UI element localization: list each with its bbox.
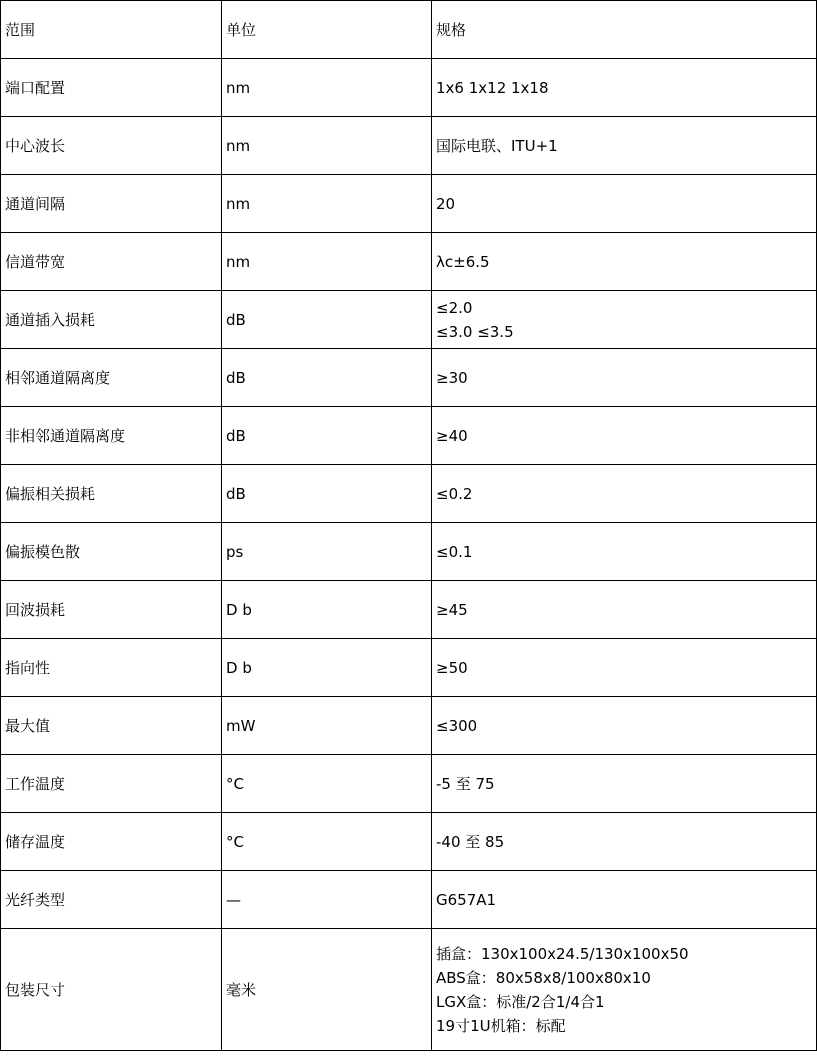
param-cell: 通道插入损耗 xyxy=(1,291,222,349)
param-cell: 中心波长 xyxy=(1,117,222,175)
header-spec: 规格 xyxy=(432,1,817,59)
spec-cell: ≥50 xyxy=(432,639,817,697)
table-row xyxy=(1,407,817,465)
param-cell: 相邻通道隔离度 xyxy=(1,349,222,407)
table-row xyxy=(1,871,817,929)
unit-cell: nm xyxy=(222,117,432,175)
spec-cell: 20 xyxy=(432,175,817,233)
param-cell: 信道带宽 xyxy=(1,233,222,291)
param-cell: 指向性 xyxy=(1,639,222,697)
table-row xyxy=(1,523,817,581)
param-cell: 包装尺寸 xyxy=(1,929,222,1051)
unit-cell: dB xyxy=(222,465,432,523)
table-row xyxy=(1,813,817,871)
spec-cell: -5 至 75 xyxy=(432,755,817,813)
unit-cell: mW xyxy=(222,697,432,755)
unit-cell: dB xyxy=(222,349,432,407)
unit-cell: dB xyxy=(222,407,432,465)
spec-cell: ≥45 xyxy=(432,581,817,639)
spec-cell: -40 至 85 xyxy=(432,813,817,871)
spec-cell: λc±6.5 xyxy=(432,233,817,291)
spec-cell: ≤2.0 ≤3.0 ≤3.5 xyxy=(432,291,817,349)
spec-cell: 插盒：130x100x24.5/130x100x50 ABS盒：80x58x8/100x80x10 LGX盒：标准/2合1/4合1 19寸1U机箱：标配 xyxy=(432,929,817,1051)
table-row xyxy=(1,639,817,697)
table-row xyxy=(1,117,817,175)
spec-cell: ≤0.2 xyxy=(432,465,817,523)
param-cell: 非相邻通道隔离度 xyxy=(1,407,222,465)
unit-cell: ps xyxy=(222,523,432,581)
param-cell: 偏振相关损耗 xyxy=(1,465,222,523)
header-range: 范围 xyxy=(1,1,222,59)
spec-cell: ≤0.1 xyxy=(432,523,817,581)
unit-cell: nm xyxy=(222,59,432,117)
table-row xyxy=(1,581,817,639)
unit-cell: D b xyxy=(222,581,432,639)
param-cell: 端口配置 xyxy=(1,59,222,117)
unit-cell: dB xyxy=(222,291,432,349)
spec-cell: 1x6 1x12 1x18 xyxy=(432,59,817,117)
table-row xyxy=(1,175,817,233)
param-cell: 偏振模色散 xyxy=(1,523,222,581)
unit-cell: °C xyxy=(222,813,432,871)
unit-cell: nm xyxy=(222,175,432,233)
table-row xyxy=(1,465,817,523)
header-unit: 单位 xyxy=(222,1,432,59)
table-header-row xyxy=(1,1,817,59)
table-row xyxy=(1,755,817,813)
table-row xyxy=(1,233,817,291)
table-row xyxy=(1,929,817,1051)
spec-cell: ≤300 xyxy=(432,697,817,755)
spec-cell: G657A1 xyxy=(432,871,817,929)
table-row xyxy=(1,697,817,755)
spec-cell: 国际电联、ITU+1 xyxy=(432,117,817,175)
table-row xyxy=(1,59,817,117)
param-cell: 通道间隔 xyxy=(1,175,222,233)
table-row xyxy=(1,291,817,349)
unit-cell: — xyxy=(222,871,432,929)
unit-cell: nm xyxy=(222,233,432,291)
unit-cell: 毫米 xyxy=(222,929,432,1051)
param-cell: 储存温度 xyxy=(1,813,222,871)
table-row xyxy=(1,349,817,407)
param-cell: 光纤类型 xyxy=(1,871,222,929)
param-cell: 回波损耗 xyxy=(1,581,222,639)
spec-cell: ≥40 xyxy=(432,407,817,465)
param-cell: 最大值 xyxy=(1,697,222,755)
unit-cell: °C xyxy=(222,755,432,813)
param-cell: 工作温度 xyxy=(1,755,222,813)
unit-cell: D b xyxy=(222,639,432,697)
spec-table-body xyxy=(1,1,817,1051)
spec-cell: ≥30 xyxy=(432,349,817,407)
